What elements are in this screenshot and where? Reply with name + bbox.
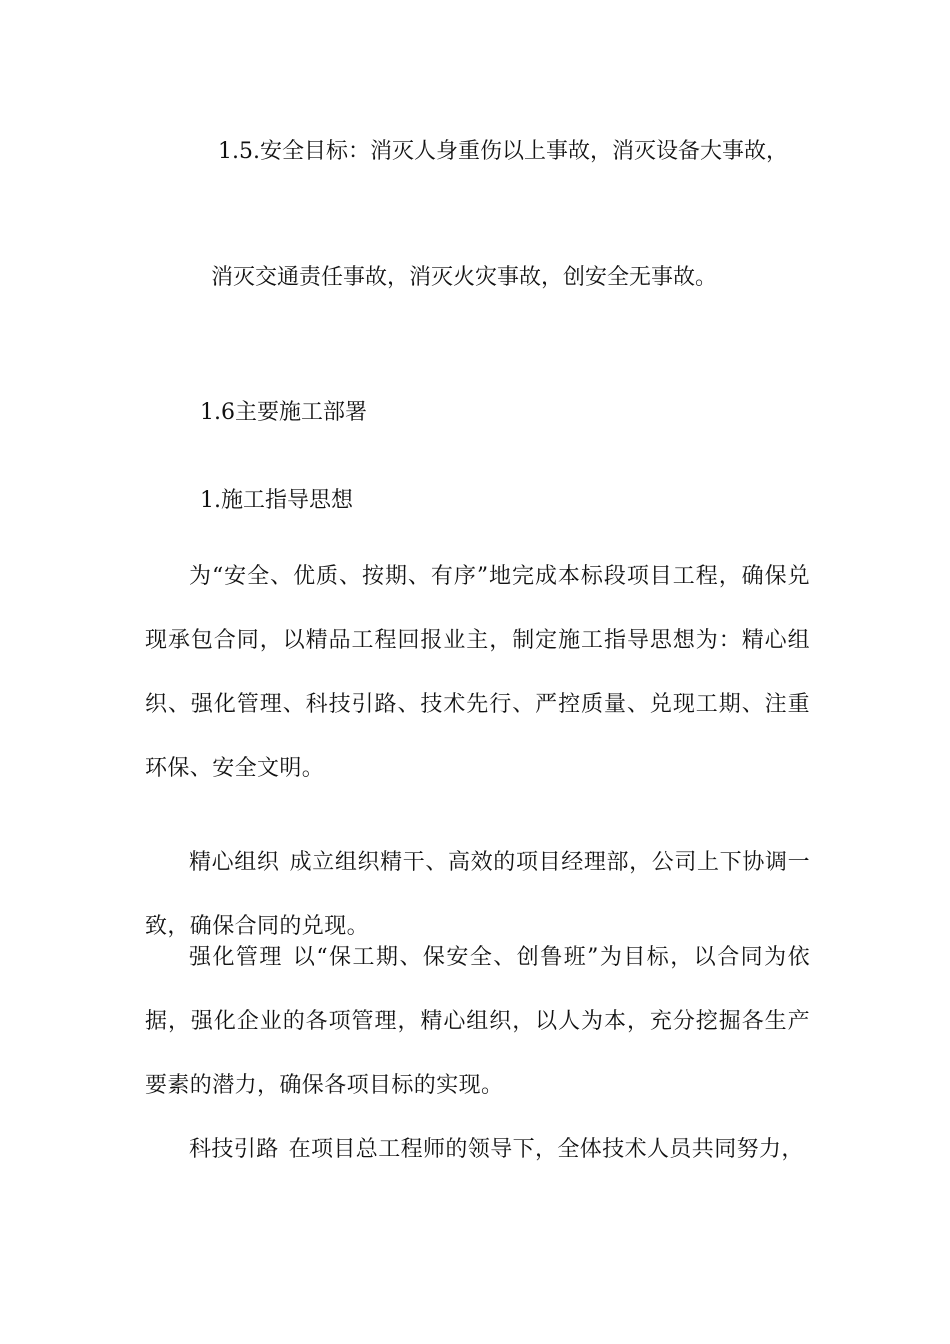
subsection-heading: 1.施工指导思想 bbox=[200, 488, 353, 513]
paragraph-text: 以“保工期、保安全、创鲁班”为目标，以合同为依据，强化企业的各项管理，精心组织，以人为本，充分挖掘各生产要素的潜力，确保各项目标的实现。 bbox=[145, 945, 810, 1098]
paragraph-text: 在项目总工程师的领导下，全体技术人员共同努力， bbox=[288, 1137, 804, 1162]
safety-goal-line-1: 1.5.安全目标：消灭人身重伤以上事故，消灭设备大事故， bbox=[218, 139, 788, 164]
paragraph-text: 为“安全、优质、按期、有序”地完成本标段项目工程，确保兑现承包合同，以精品工程回报业主，制定施工指导思想为：精心组织、强化管理、科技引路、技术先行、严控质量、兑现工期、注重环保、安全文明。 bbox=[145, 564, 810, 781]
paragraph-term: 精心组织 bbox=[189, 850, 280, 875]
paragraph-strengthen-management bbox=[145, 926, 810, 1118]
safety-goal-line-2: 消灭交通责任事故，消灭火灾事故，创安全无事故。 bbox=[211, 265, 718, 290]
paragraph-technology-leads bbox=[145, 1118, 810, 1182]
section-heading: 1.6主要施工部署 bbox=[200, 400, 367, 425]
paragraph-term: 科技引路 bbox=[189, 1137, 279, 1162]
paragraph-guiding-principle bbox=[145, 545, 810, 801]
paragraph-text: 成立组织精干、高效的项目经理部，公司上下协调一致，确保合同的兑现。 bbox=[145, 850, 810, 939]
paragraph-term: 强化管理 bbox=[189, 945, 283, 970]
